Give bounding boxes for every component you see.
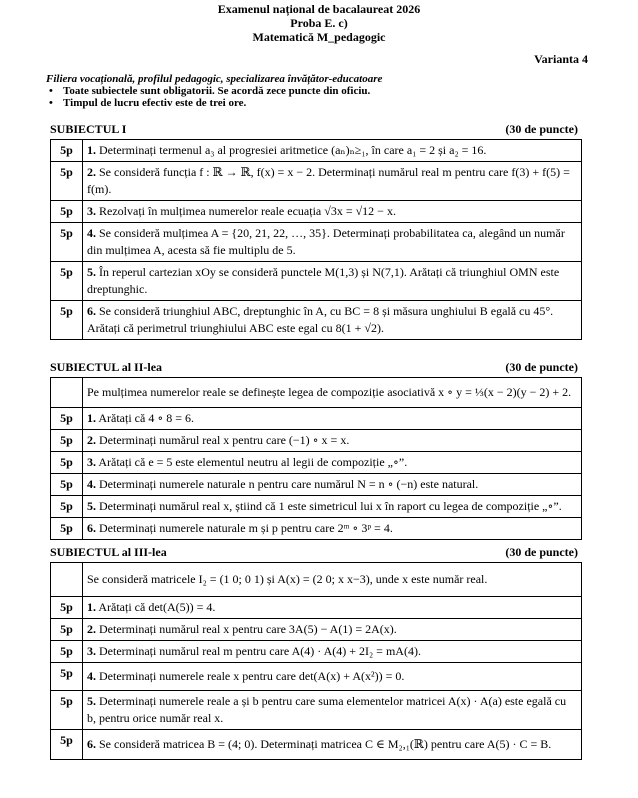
table-row [51, 730, 582, 760]
section-1-points: (30 de puncte) [505, 122, 578, 136]
points-cell: 5p [51, 474, 83, 496]
section-1 [50, 122, 582, 340]
problem-text: 2. Determinați numărul real x pentru care (−1) ∘ x = x. [83, 430, 582, 452]
table-row [51, 162, 582, 201]
table-row [51, 474, 582, 496]
table-row [51, 301, 582, 340]
exam-proba: Proba E. c) [290, 16, 348, 30]
points-cell: 5p [51, 301, 83, 340]
problem-text: 5. În reperul cartezian xOy se consideră punctele M(1,3) și N(7,1). Arătați că triunghiul OMN este dreptunghic. [83, 262, 582, 301]
section-2-intro: Pe mulțimea numerelor reale se definește legea de compoziție asociativă x ∘ y = ⅓(x − 2)(y − 2) + 2. [83, 378, 582, 408]
problem-text: 1. Arătați că det(A(5)) = 4. [83, 597, 582, 619]
section-3 [50, 545, 582, 760]
section-3-intro: Se consideră matricele I₂ = (1 0; 0 1) și A(x) = (2 0; x x−3), unde x este număr real. [83, 563, 582, 597]
varianta-label: Varianta 4 [534, 52, 588, 66]
points-cell: 5p [51, 223, 83, 262]
table-row [51, 641, 582, 663]
table-row [51, 691, 582, 730]
exam-meta [46, 73, 382, 109]
points-cell: 5p [51, 518, 83, 540]
rule-item: • Toate subiectele sunt obligatorii. Se acordă zece puncte din oficiu. [63, 85, 382, 97]
table-row [51, 378, 582, 408]
table-row [51, 619, 582, 641]
points-cell: 5p [51, 452, 83, 474]
problem-text: 2. Determinați numărul real x pentru care 3A(5) − A(1) = 2A(x). [83, 619, 582, 641]
exam-subject: Matematică M_pedagogic [252, 30, 386, 44]
section-2-title: SUBIECTUL al II-lea [50, 360, 163, 374]
section-3-header [50, 545, 582, 559]
points-cell: 5p [51, 408, 83, 430]
section-1-table [50, 139, 582, 340]
section-3-table [50, 562, 582, 760]
exam-header [0, 0, 638, 44]
exam-title: Examenul național de bacalaureat 2026 [217, 2, 421, 16]
table-row [51, 408, 582, 430]
points-cell: 5p [51, 663, 83, 691]
table-row [51, 140, 582, 162]
table-row [51, 452, 582, 474]
table-row [51, 563, 582, 597]
problem-text: 4. Determinați numerele naturale n pentru care numărul N = n ∘ (−n) este natural. [83, 474, 582, 496]
points-cell: 5p [51, 597, 83, 619]
table-row [51, 663, 582, 691]
points-cell: 5p [51, 730, 83, 760]
points-cell: 5p [51, 641, 83, 663]
table-row [51, 597, 582, 619]
points-cell: 5p [51, 262, 83, 301]
table-row [51, 496, 582, 518]
problem-text: 1. Determinați termenul a₃ al progresiei aritmetice (aₙ)ₙ≥₁, în care a₁ = 2 și a₂ = 16. [83, 140, 582, 162]
table-row [51, 201, 582, 223]
points-cell-empty [51, 563, 83, 597]
section-2 [50, 360, 582, 540]
points-cell: 5p [51, 162, 83, 201]
problem-text: 4. Se consideră mulțimea A = {20, 21, 22, …, 35}. Determinați probabilitatea ca, alegând un număr din mulțimea A, acesta să fie multiplu de 5. [83, 223, 582, 262]
section-2-points: (30 de puncte) [505, 360, 578, 374]
table-row [51, 518, 582, 540]
table-row [51, 223, 582, 262]
section-3-points: (30 de puncte) [505, 545, 578, 559]
problem-text: 1. Arătați că 4 ∘ 8 = 6. [83, 408, 582, 430]
problem-text: 6. Determinați numerele naturale m și p pentru care 2ᵐ ∘ 3ᵖ = 4. [83, 518, 582, 540]
section-1-title: SUBIECTUL I [50, 122, 127, 136]
problem-text: 3. Determinați numărul real m pentru care A(4) · A(4) + 2I₂ = mA(4). [83, 641, 582, 663]
points-cell: 5p [51, 691, 83, 730]
points-cell: 5p [51, 430, 83, 452]
points-cell: 5p [51, 201, 83, 223]
problem-text: 3. Arătați că e = 5 este elementul neutru al legii de compoziție „∘”. [83, 452, 582, 474]
rule-item: • Timpul de lucru efectiv este de trei ore. [63, 97, 382, 109]
problem-text: 6. Se consideră matricea B = (4; 0). Determinați matricea C ∈ M₂,₁(ℝ) pentru care A(5) · C = B. [83, 730, 582, 760]
filiera-line: Filiera vocațională, profilul pedagogic, specializarea învățător-educatoare [46, 73, 383, 85]
section-2-header [50, 360, 582, 374]
section-1-header [50, 122, 582, 136]
problem-text: 2. Se consideră funcția f : ℝ → ℝ, f(x) = x − 2. Determinați numărul real m pentru care f(3) + f(5) = f(m). [83, 162, 582, 201]
table-row [51, 430, 582, 452]
points-cell: 5p [51, 496, 83, 518]
problem-text: 3. Rezolvați în mulțimea numerelor reale ecuația √3x = √12 − x. [83, 201, 582, 223]
section-2-table [50, 377, 582, 540]
problem-text: 5. Determinați numărul real x, știind că 1 este simetricul lui x în raport cu legea de compoziție „∘”. [83, 496, 582, 518]
points-cell: 5p [51, 619, 83, 641]
table-row [51, 262, 582, 301]
points-cell: 5p [51, 140, 83, 162]
rules-list [46, 85, 382, 109]
problem-text: 5. Determinați numerele reale a și b pentru care suma elementelor matricei A(x) · A(a) este egală cu b, pentru orice număr real x. [83, 691, 582, 730]
problem-text: 6. Se consideră triunghiul ABC, dreptunghic în A, cu BC = 8 și măsura unghiului B egală cu 45°. Arătați că perimetrul triunghiului ABC este egal cu 8(1 + √2). [83, 301, 582, 340]
points-cell-empty [51, 378, 83, 408]
problem-text: 4. Determinați numerele reale x pentru care det(A(x) + A(x²)) = 0. [83, 663, 582, 691]
section-3-title: SUBIECTUL al III-lea [50, 545, 167, 559]
